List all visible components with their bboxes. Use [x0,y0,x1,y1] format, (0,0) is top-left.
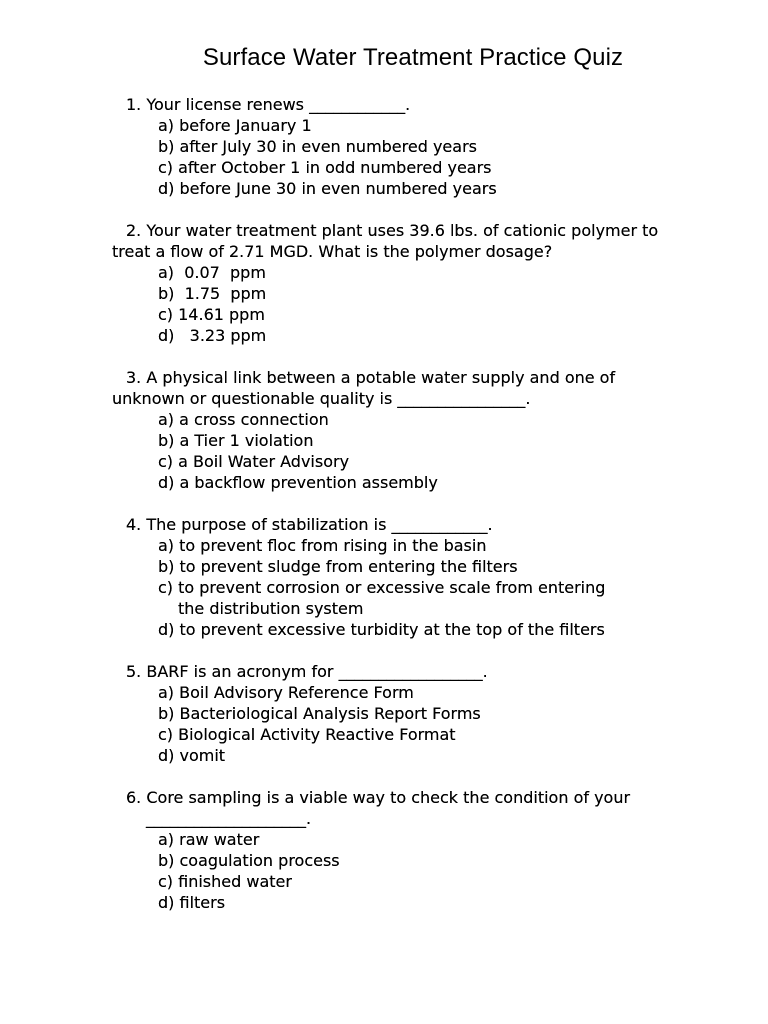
question-6-option-a: a) raw water [158,830,260,849]
question-6-option-c: c) finished water [158,872,292,891]
question-3-option-c: c) a Boil Water Advisory [158,452,350,471]
question-2-text-line-1: 2. Your water treatment plant uses 39.6 lbs. of cationic polymer to [126,221,659,240]
question-3-option-b: b) a Tier 1 violation [158,431,314,450]
question-2-option-b: b) 1.75 ppm [158,284,267,303]
question-3-option-a: a) a cross connection [158,410,329,429]
question-6-option-d: d) filters [158,893,226,912]
question-1-option-d: d) before June 30 in even numbered years [158,179,497,198]
question-3-text-line-2: unknown or questionable quality is ________________. [112,389,531,408]
question-5-option-d: d) vomit [158,746,226,765]
question-4-option-c: c) to prevent corrosion or excessive scale from entering [158,578,606,597]
question-2-text-line-2: treat a flow of 2.71 MGD. What is the polymer dosage? [112,242,553,261]
question-6-text-line-2: ____________________. [146,809,312,828]
question-1-text: 1. Your license renews ____________. [126,95,411,114]
question-5-option-c: c) Biological Activity Reactive Format [158,725,456,744]
question-3-text-line-1: 3. A physical link between a potable water supply and one of [126,368,616,387]
question-3-option-d: d) a backflow prevention assembly [158,473,438,492]
question-6-option-b: b) coagulation process [158,851,340,870]
question-4-option-c-continued: the distribution system [178,599,364,618]
question-1-option-a: a) before January 1 [158,116,312,135]
question-6-text-line-1: 6. Core sampling is a viable way to check the condition of your [126,788,631,807]
question-4-option-a: a) to prevent floc from rising in the basin [158,536,487,555]
question-5-text: 5. BARF is an acronym for __________________. [126,662,488,681]
question-4-text: 4. The purpose of stabilization is ____________. [126,515,493,534]
question-1-option-c: c) after October 1 in odd numbered years [158,158,492,177]
question-2-option-a: a) 0.07 ppm [158,263,266,282]
page-title: Surface Water Treatment Practice Quiz [202,44,624,71]
question-2-option-c: c) 14.61 ppm [158,305,265,324]
question-4-option-b: b) to prevent sludge from entering the filters [158,557,518,576]
question-1-option-b: b) after July 30 in even numbered years [158,137,477,156]
question-4-option-d: d) to prevent excessive turbidity at the top of the filters [158,620,605,639]
question-2-option-d: d) 3.23 ppm [158,326,267,345]
question-5-option-a: a) Boil Advisory Reference Form [158,683,414,702]
question-5-option-b: b) Bacteriological Analysis Report Forms [158,704,481,723]
